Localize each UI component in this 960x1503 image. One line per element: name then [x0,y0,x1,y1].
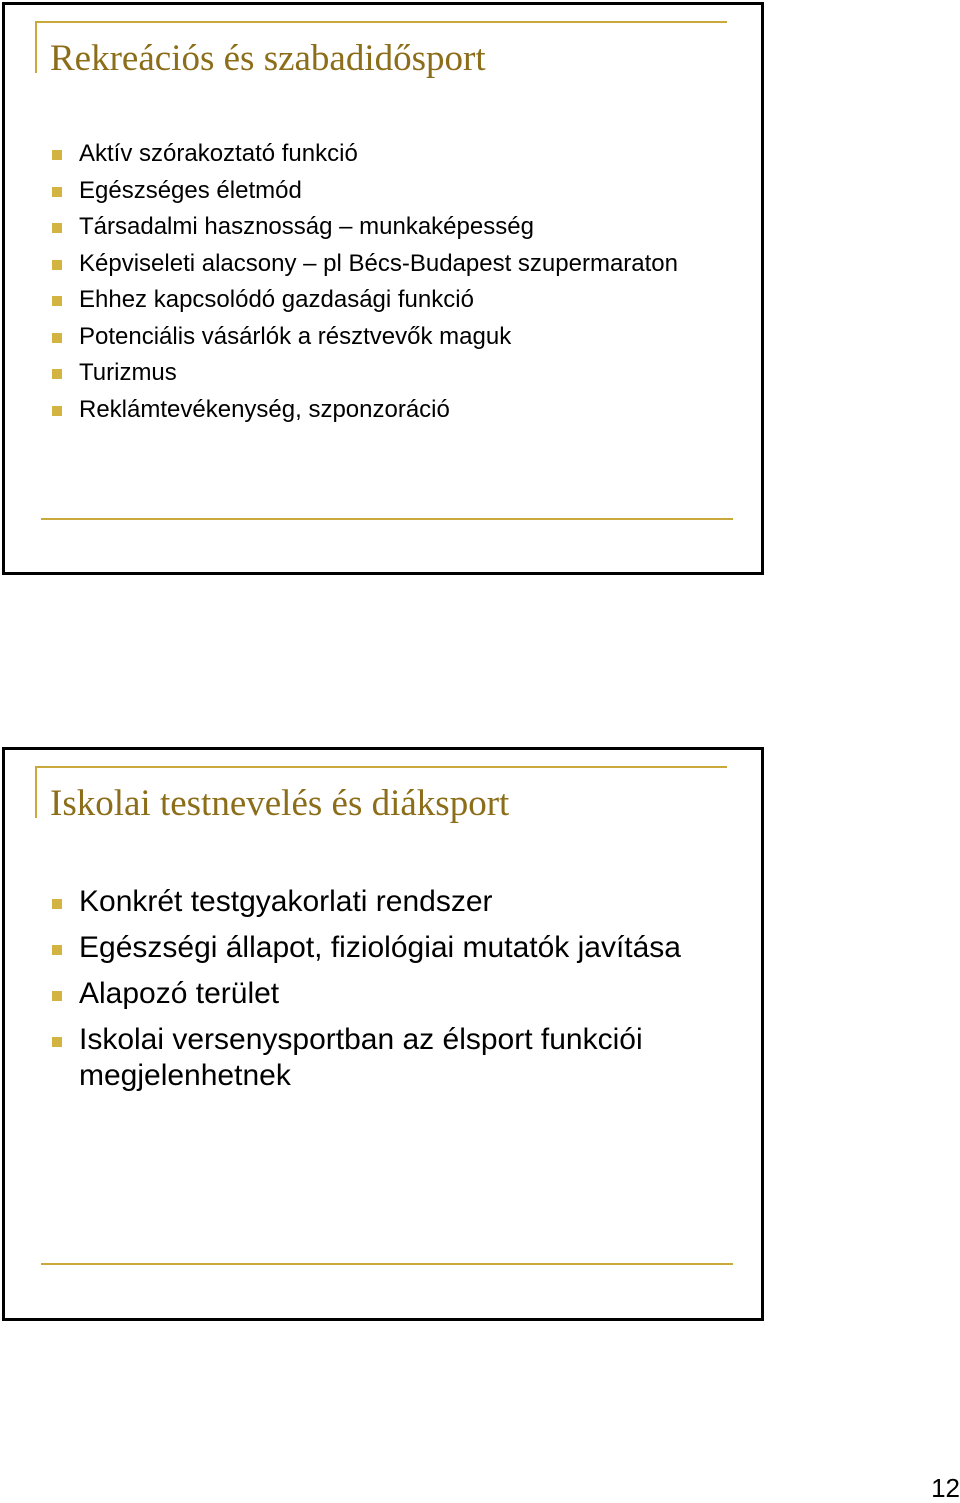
square-bullet-icon [52,991,62,1001]
square-bullet-icon [52,1037,62,1047]
bullet-text: Társadalmi hasznosság – munkaképesség [79,213,534,240]
list-item [50,249,730,279]
bullet-text: Képviseleti alacsony – pl Bécs-Budapest szupermaraton [79,249,678,277]
list-item [50,139,730,169]
list-item [50,395,730,425]
list-item [50,976,750,1012]
bullet-text: Konkrét testgyakorlati rendszer [79,885,493,918]
square-bullet-icon [52,333,62,343]
square-bullet-icon [52,899,62,909]
square-bullet-icon [52,150,62,160]
list-item [50,285,730,315]
footer-rule [41,1263,733,1265]
bullet-list [50,884,750,1104]
square-bullet-icon [52,187,62,197]
title-rule-left [35,766,37,818]
list-item [50,322,730,352]
bullet-text: Aktív szórakoztató funkció [79,140,358,167]
bullet-list [50,139,730,431]
bullet-text: Reklámtevékenység, szponzoráció [79,395,450,423]
bullet-text: Iskolai versenysportban az élsport funkciói megjelenhetnek [79,1023,643,1092]
list-item [50,212,730,242]
slide-1 [2,2,764,575]
square-bullet-icon [52,945,62,955]
list-item [50,1022,750,1094]
square-bullet-icon [52,223,62,233]
list-item [50,884,750,920]
bullet-text: Potenciális vásárlók a résztvevők maguk [79,322,512,350]
bullet-text: Egészségi állapot, fiziológiai mutatók javítása [79,931,681,964]
slide-title: Iskolai testnevelés és diáksport [50,783,510,824]
bullet-text: Egészséges életmód [79,176,302,204]
slide-title: Rekreációs és szabadidősport [50,38,486,79]
title-rule-top [35,766,727,768]
square-bullet-icon [52,369,62,379]
list-item [50,358,730,388]
title-rule-left [35,21,37,73]
list-item [50,930,750,966]
square-bullet-icon [52,260,62,270]
footer-rule [41,518,733,520]
square-bullet-icon [52,296,62,306]
bullet-text: Ehhez kapcsolódó gazdasági funkció [79,286,474,313]
bullet-text: Turizmus [79,359,177,386]
slide-2 [2,747,764,1321]
bullet-text: Alapozó terület [79,977,280,1010]
list-item [50,176,730,206]
page-number: 12 [931,1473,960,1503]
title-rule-top [35,21,727,23]
square-bullet-icon [52,406,62,416]
